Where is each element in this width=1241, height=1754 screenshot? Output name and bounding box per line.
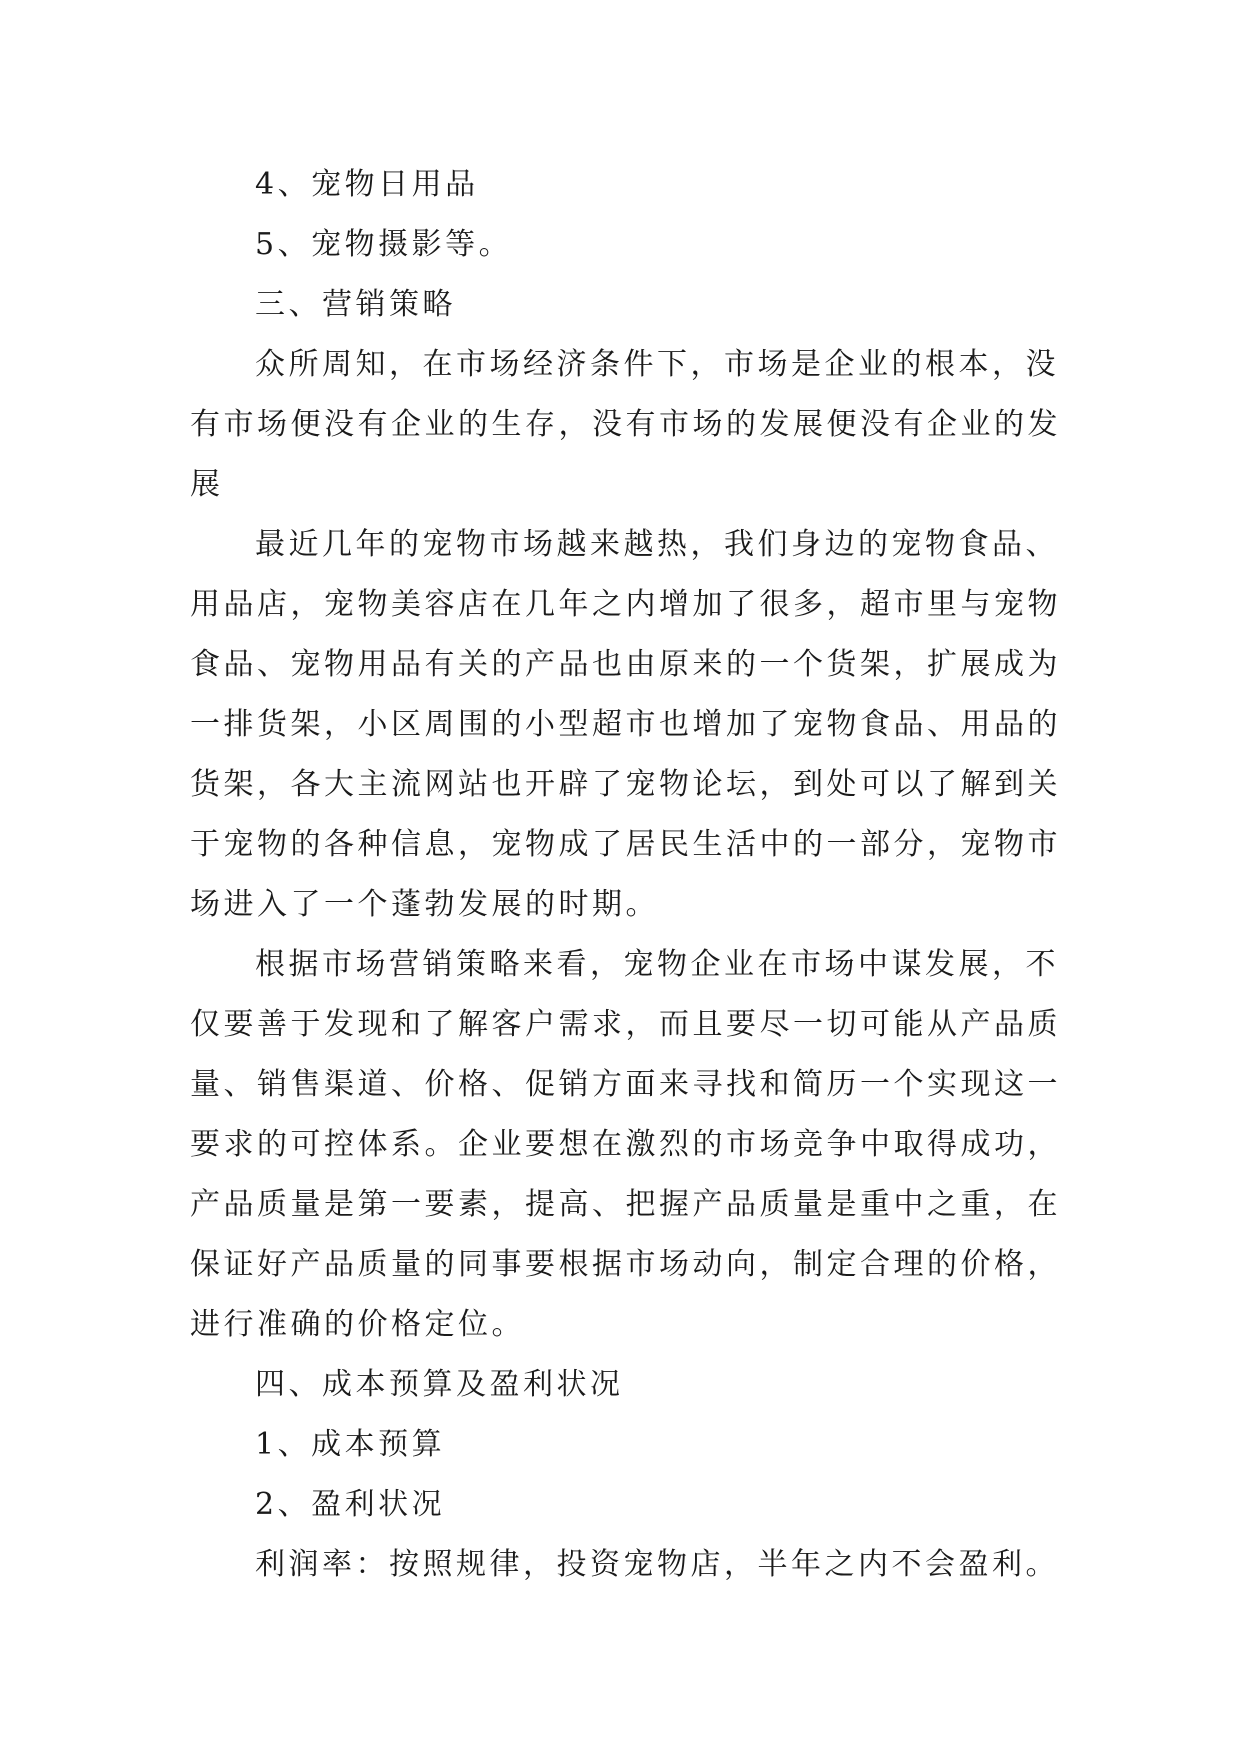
section-heading: 三、营销策略 [255, 287, 456, 322]
paragraph-line: 展 [190, 467, 224, 502]
paragraph-line: 食品、宠物用品有关的产品也由原来的一个货架，扩展成为 [190, 647, 1061, 682]
paragraph-line: 货架，各大主流网站也开辟了宠物论坛，到处可以了解到关 [190, 767, 1061, 802]
paragraph-line: 量、销售渠道、价格、促销方面来寻找和简历一个实现这一 [190, 1067, 1061, 1102]
section-heading: 四、成本预算及盈利状况 [255, 1367, 624, 1402]
paragraph-line: 保证好产品质量的同事要根据市场动向，制定合理的价格， [190, 1247, 1061, 1282]
paragraph-line: 于宠物的各种信息，宠物成了居民生活中的一部分，宠物市 [190, 827, 1061, 862]
document-page [0, 155, 1241, 1595]
paragraph [0, 335, 1241, 515]
paragraph-line: 用品店，宠物美容店在几年之内增加了很多，超市里与宠物 [190, 587, 1061, 622]
paragraph [0, 935, 1241, 1355]
paragraph-line: 一排货架，小区周围的小型超市也增加了宠物食品、用品的 [190, 707, 1061, 742]
paragraph [0, 515, 1241, 935]
paragraph-line: 利润率：按照规律，投资宠物店，半年之内不会盈利。 [255, 1547, 1059, 1582]
list-item: 5、宠物摄影等。 [255, 227, 513, 262]
paragraph-line: 产品质量是第一要素，提高、把握产品质量是重中之重，在 [190, 1187, 1061, 1222]
list-item: 1、成本预算 [255, 1427, 446, 1462]
paragraph-line: 要求的可控体系。企业要想在激烈的市场竞争中取得成功， [190, 1127, 1061, 1162]
list-item: 2、盈利状况 [255, 1487, 446, 1522]
paragraph-line: 场进入了一个蓬勃发展的时期。 [190, 887, 659, 922]
paragraph-line: 进行准确的价格定位。 [190, 1307, 525, 1342]
paragraph-line: 根据市场营销策略来看，宠物企业在市场中谋发展，不 [255, 947, 1059, 982]
list-item: 4、宠物日用品 [255, 167, 479, 202]
paragraph-line: 众所周知，在市场经济条件下，市场是企业的根本，没 [255, 347, 1059, 382]
paragraph-line: 仅要善于发现和了解客户需求，而且要尽一切可能从产品质 [190, 1007, 1061, 1042]
paragraph-line: 有市场便没有企业的生存，没有市场的发展便没有企业的发 [190, 407, 1061, 442]
paragraph-line: 最近几年的宠物市场越来越热，我们身边的宠物食品、 [255, 527, 1059, 562]
